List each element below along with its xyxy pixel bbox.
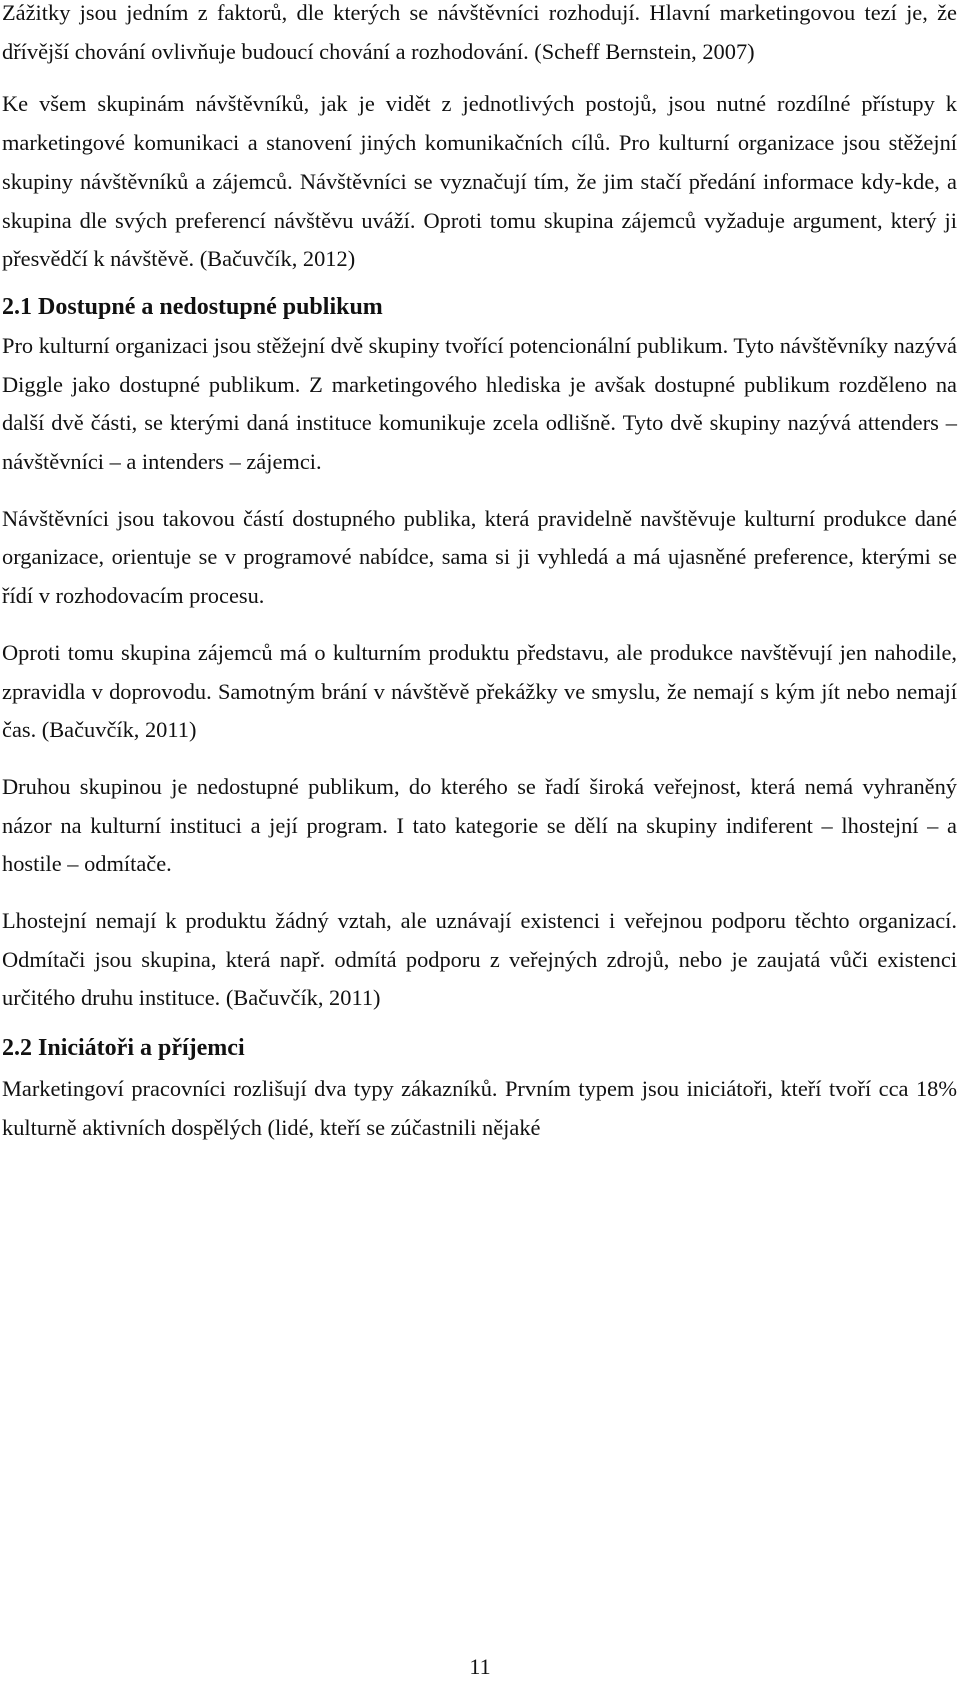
paragraph-available-audience: Pro kulturní organizaci jsou stěžejní dvě skupiny tvořící potencionální publikum. Tyto návštěvníky nazývá Diggle jako dostupné publikum. Z marketingového hlediska je avšak dostupné publikum rozděleno na další dvě části, se kterými daná instituce komunikuje zcela odlišně. Tyto dvě skupiny nazývá attenders – návštěvníci – a intenders – zájemci. <box>2 332 957 475</box>
paragraph-intenders: Oproti tomu skupina zájemců má o kulturním produktu představu, ale produkce navštěvují jen nahodile, zpravidla v doprovodu. Samotným brání v návštěvě překážky ve smyslu, že nemají s kým jít nebo nemají čas. (Bačuvčík, 2011) <box>2 639 957 743</box>
paragraph-experiences: Zážitky jsou jedním z faktorů, dle kterých se návštěvníci rozhodují. Hlavní marketingovou tezí je, že dřívější chování ovlivňuje budoucí chování a rozhodování. (Scheff Bernstein, 2007) <box>2 0 957 64</box>
paragraph-visitor-groups: Ke všem skupinám návštěvníků, jak je vidět z jednotlivých postojů, jsou nutné rozdílné přístupy k marketingové komunikaci a stanovení jiných komunikačních cílů. Pro kulturní organizace jsou stěžejní skupiny návštěvníků a zájemců. Návštěvníci se vyznačují tím, že jim stačí předání informace kdy-kde, a skupina dle svých preferencí návštěvu uváží. Oproti tomu skupina zájemců vyžaduje argument, který ji přesvědčí k návštěvě. (Bačuvčík, 2012) <box>2 91 957 272</box>
paragraph-initiators: Marketingoví pracovníci rozlišují dva typy zákazníků. Prvním typem jsou iniciátoři, kteří tvoří cca 18% kulturně aktivních dospělých (lidé, kteří se zúčastnili nějaké <box>2 1076 957 1140</box>
section-heading-2-2: 2.2 Iniciátoři a příjemci <box>2 1035 245 1062</box>
page-number: 11 <box>469 1654 491 1679</box>
paragraph-attenders: Návštěvníci jsou takovou částí dostupného publika, která pravidelně navštěvuje kulturní produkce dané organizace, orientuje se v programové nabídce, sama si ji vyhledá a má ujasněné preference, kterými se řídí v rozhodovacím procesu. <box>2 505 957 609</box>
section-heading-2-1: 2.1 Dostupné a nedostupné publikum <box>2 293 383 320</box>
paragraph-indifferent-hostile: Lhostejní nemají k produktu žádný vztah, ale uznávají existenci i veřejnou podporu těchto organizací. Odmítači jsou skupina, která např. odmítá podporu z veřejných zdrojů, nebo je zaujatá vůči existenci určitého druhu instituce. (Bačuvčík, 2011) <box>2 908 957 1011</box>
paragraph-unavailable-audience: Druhou skupinou je nedostupné publikum, do kterého se řadí široká veřejnost, která nemá vyhraněný názor na kulturní instituci a její program. I tato kategorie se dělí na skupiny indiferent – lhostejní – a hostile – odmítače. <box>2 773 957 877</box>
